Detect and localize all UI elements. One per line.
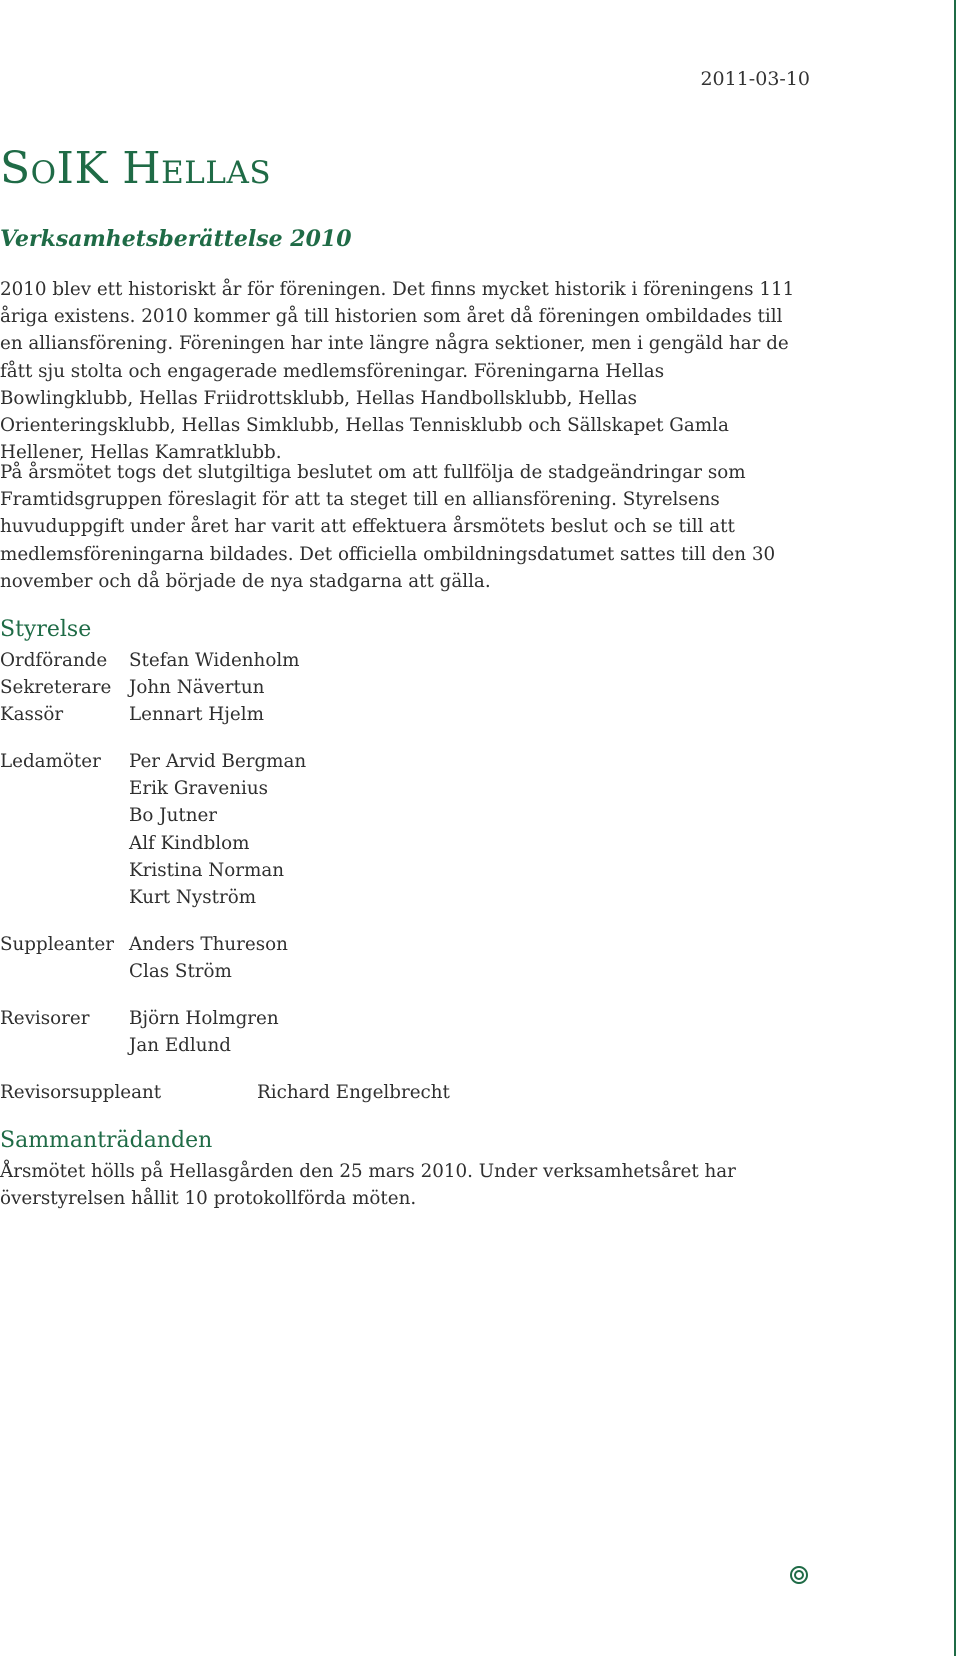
member-name: Bo Jutner — [129, 805, 218, 827]
document-subtitle: Verksamhetsberättelse 2010 — [0, 226, 352, 252]
right-margin-rule — [954, 0, 956, 1656]
role-chair: Ordförande — [0, 650, 108, 671]
auditor-name: Björn Holmgren — [129, 1008, 279, 1029]
role-secretary: Sekreterare — [0, 677, 112, 698]
member-name: Kristina Norman — [129, 859, 285, 881]
meetings-heading: Sammanträdanden — [0, 1128, 213, 1153]
role-treasurer: Kassör — [0, 704, 64, 725]
role-deputies: Suppleanter — [0, 934, 114, 955]
role-auditors: Revisorer — [0, 1008, 90, 1029]
concentric-circle-icon — [789, 1565, 809, 1585]
board-heading: Styrelse — [0, 617, 92, 642]
name-chair: Stefan Widenholm — [129, 650, 300, 671]
member-name: Alf Kindblom — [129, 832, 250, 854]
auditors-list — [129, 1005, 279, 1059]
document-date: 2011-03-10 — [700, 68, 810, 90]
deputies-list — [129, 931, 288, 985]
member-name: Erik Gravenius — [129, 778, 268, 800]
name-secretary: John Nävertun — [129, 677, 265, 698]
deputy-name: Clas Ström — [129, 961, 232, 983]
meetings-paragraph: Årsmötet hölls på Hellasgården den 25 mars 2010. Under verksamhetsåret har överstyrelsen hållit 10 protokollförda möten. — [0, 1161, 736, 1210]
role-deputy-auditor: Revisorsuppleant — [0, 1082, 162, 1103]
role-members: Ledamöter — [0, 751, 101, 772]
member-name: Per Arvid Bergman — [129, 751, 307, 772]
members-list — [129, 748, 306, 911]
member-name: Kurt Nyström — [129, 887, 257, 909]
auditor-name: Jan Edlund — [129, 1035, 231, 1057]
name-deputy-auditor: Richard Engelbrecht — [257, 1082, 450, 1103]
deputy-name: Anders Thureson — [129, 934, 288, 955]
annual-meeting-paragraph: På årsmötet togs det slutgiltiga beslutet om att fullfölja de stadgeändringar som Framtidsgruppen föreslagit för att ta steget till en alliansförening. Styrelsens huvuduppgift under året har varit att effektuera årsmötets beslut och se till att medlemsföreningarna bildades. Det officiella ombildningsdatumet sattes till den 30 november och då började de nya stadgarna att gälla. — [0, 462, 776, 592]
page-title: SoIK Hellas — [0, 143, 272, 194]
name-treasurer: Lennart Hjelm — [129, 704, 264, 725]
intro-paragraph: 2010 blev ett historiskt år för föreningen. Det finns mycket historik i föreningens 111 åriga existens. 2010 kommer gå till historien som året då föreningen ombildades till en alliansförening. Föreningen har inte längre några sektioner, men i gengäld har de fått sju stolta och engagerade medlemsföreningar. Föreningarna Hellas Bowlingklubb, Hellas Friidrottsklubb, Hellas Handbollsklubb, Hellas Orienteringsklubb, Hellas Simklubb, Hellas Tennisklubb och Sällskapet Gamla Hellener, Hellas Kamratklubb. — [0, 279, 795, 464]
